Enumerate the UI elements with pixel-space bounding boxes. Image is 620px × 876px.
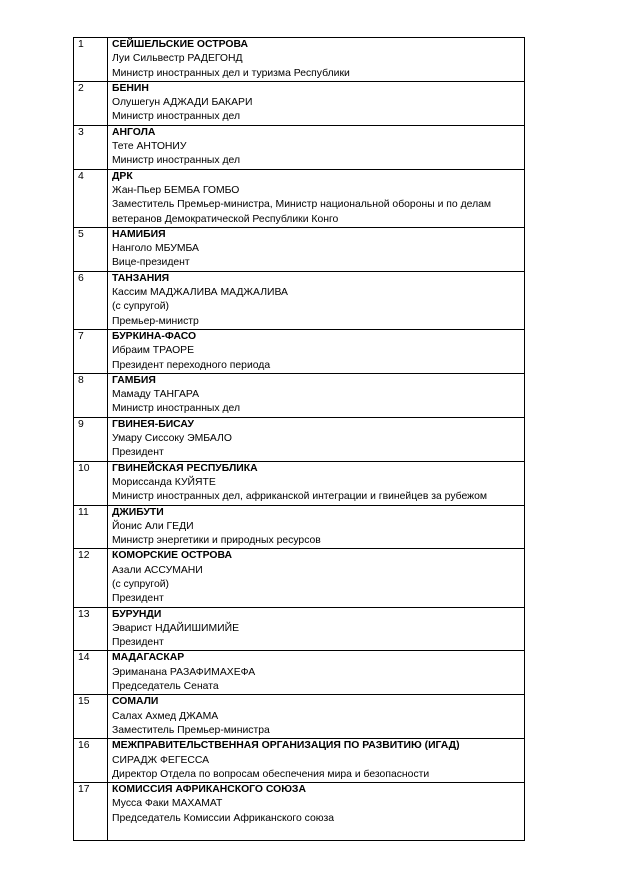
row-number: 4 — [74, 169, 108, 227]
delegate-detail: Президент — [112, 447, 164, 459]
delegate-name: Луи Сильвестр РАДЕГОНД — [112, 53, 243, 65]
delegation-cell — [108, 169, 525, 227]
country-name: КОМИССИЯ АФРИКАНСКОГО СОЮЗА — [112, 784, 306, 796]
table-row — [74, 549, 525, 607]
country-name: ГВИНЕЯ-БИСАУ — [112, 418, 194, 430]
row-number: 7 — [74, 329, 108, 373]
delegation-table-body — [74, 38, 525, 841]
delegate-name: Йонис Али ГЕДИ — [112, 520, 194, 532]
delegate-detail: (с супругой) — [112, 301, 170, 313]
delegate-detail: ветеранов Демократической Республики Конго — [112, 213, 339, 225]
row-number: 1 — [74, 38, 108, 82]
delegate-detail: Председатель Комиссии Африканского союза — [112, 812, 335, 824]
row-number: 12 — [74, 549, 108, 607]
country-name: ДРК — [112, 170, 133, 182]
table-row — [74, 227, 525, 271]
delegate-name: Кассим МАДЖАЛИВА МАДЖАЛИВА — [112, 287, 288, 299]
table-row — [74, 271, 525, 329]
table-row — [74, 329, 525, 373]
delegation-cell — [108, 227, 525, 271]
country-name: ТАНЗАНИЯ — [112, 272, 170, 284]
delegation-cell — [108, 695, 525, 739]
country-name: МАДАГАСКАР — [112, 652, 185, 664]
country-name: СОМАЛИ — [112, 696, 159, 708]
table-row — [74, 505, 525, 549]
row-number: 5 — [74, 227, 108, 271]
delegate-detail: Заместитель Премьер-министра — [112, 724, 270, 736]
delegation-cell — [108, 329, 525, 373]
row-number: 16 — [74, 739, 108, 783]
delegation-cell — [108, 549, 525, 607]
delegate-name: Мамаду ТАНГАРА — [112, 389, 200, 401]
row-number: 15 — [74, 695, 108, 739]
table-row — [74, 417, 525, 461]
table-row — [74, 695, 525, 739]
delegate-detail: Президент — [112, 637, 164, 649]
row-number: 17 — [74, 783, 108, 841]
delegate-name: Нанголо МБУМБА — [112, 243, 199, 255]
delegation-cell — [108, 607, 525, 651]
delegate-detail: Министр иностранных дел — [112, 155, 241, 167]
delegation-cell — [108, 125, 525, 169]
country-name: СЕЙШЕЛЬСКИЕ ОСТРОВА — [112, 39, 248, 50]
row-number: 10 — [74, 461, 108, 505]
row-number: 9 — [74, 417, 108, 461]
delegate-name: СИРАДЖ ФЕГЕССА — [112, 754, 210, 766]
country-name: АНГОЛА — [112, 126, 156, 138]
delegate-detail: Вице-президент — [112, 257, 190, 269]
row-number: 13 — [74, 607, 108, 651]
delegate-name: Жан-Пьер БЕМБА ГОМБО — [112, 184, 240, 196]
delegate-detail: Министр иностранных дел — [112, 403, 241, 415]
country-name: БЕНИН — [112, 82, 149, 94]
row-number: 2 — [74, 81, 108, 125]
delegate-detail: Заместитель Премьер-министра, Министр национальной обороны и по делам — [112, 199, 492, 211]
table-row — [74, 373, 525, 417]
delegation-cell — [108, 81, 525, 125]
delegate-name: Ибраим ТРАОРЕ — [112, 345, 195, 357]
delegate-detail: Президент — [112, 593, 164, 605]
delegation-cell — [108, 739, 525, 783]
row-number: 3 — [74, 125, 108, 169]
delegation-table — [73, 37, 525, 841]
table-row — [74, 38, 525, 82]
delegation-cell — [108, 373, 525, 417]
table-row — [74, 81, 525, 125]
delegate-name: Олушегун АДЖАДИ БАКАРИ — [112, 97, 253, 109]
table-row — [74, 607, 525, 651]
row-number: 11 — [74, 505, 108, 549]
delegation-cell — [108, 783, 525, 841]
delegate-detail: Министр иностранных дел, африканской интеграции и гвинейцев за рубежом — [112, 491, 488, 503]
delegate-detail: Директор Отдела по вопросам обеспечения мира и безопасности — [112, 768, 430, 780]
delegation-cell — [108, 417, 525, 461]
country-name: БУРКИНА-ФАСО — [112, 330, 197, 342]
table-row — [74, 461, 525, 505]
table-row — [74, 651, 525, 695]
row-number: 6 — [74, 271, 108, 329]
country-name: НАМИБИЯ — [112, 228, 166, 240]
row-number: 8 — [74, 373, 108, 417]
country-name: МЕЖПРАВИТЕЛЬСТВЕННАЯ ОРГАНИЗАЦИЯ ПО РАЗВИТИЮ (ИГАД) — [112, 740, 460, 752]
country-name: ДЖИБУТИ — [112, 506, 164, 518]
delegate-name: Эриманана РАЗАФИМАХЕФА — [112, 666, 256, 678]
table-row — [74, 783, 525, 841]
delegate-name: Мусса Факи МАХАМАТ — [112, 798, 223, 810]
delegation-cell — [108, 38, 525, 82]
delegate-detail: (с супругой) — [112, 578, 170, 590]
delegation-cell — [108, 461, 525, 505]
country-name: КОМОРСКИЕ ОСТРОВА — [112, 550, 233, 562]
delegate-name: Мориссанда КУЙЯТЕ — [112, 476, 216, 488]
delegate-detail: Президент переходного периода — [112, 359, 271, 371]
delegate-detail: Министр иностранных дел и туризма Республики — [112, 67, 350, 79]
delegate-detail: Министр энергетики и природных ресурсов — [112, 535, 321, 547]
delegation-cell — [108, 505, 525, 549]
delegate-name: Азали АССУМАНИ — [112, 564, 203, 576]
delegate-name: Салах Ахмед ДЖАМА — [112, 710, 219, 722]
delegate-name: Умару Сиссоку ЭМБАЛО — [112, 433, 232, 445]
country-name: ГВИНЕЙСКАЯ РЕСПУБЛИКА — [112, 462, 258, 474]
country-name: БУРУНДИ — [112, 608, 162, 620]
delegate-name: Тете АНТОНИУ — [112, 141, 187, 153]
row-number: 14 — [74, 651, 108, 695]
delegation-cell — [108, 651, 525, 695]
delegate-detail: Министр иностранных дел — [112, 111, 241, 123]
delegation-cell — [108, 271, 525, 329]
table-row — [74, 739, 525, 783]
country-name: ГАМБИЯ — [112, 374, 156, 386]
delegate-name: Эварист НДАЙИШИМИЙЕ — [112, 622, 239, 634]
delegate-detail: Председатель Сената — [112, 681, 219, 693]
table-row — [74, 169, 525, 227]
delegate-detail: Премьер-министр — [112, 315, 199, 327]
table-row — [74, 125, 525, 169]
